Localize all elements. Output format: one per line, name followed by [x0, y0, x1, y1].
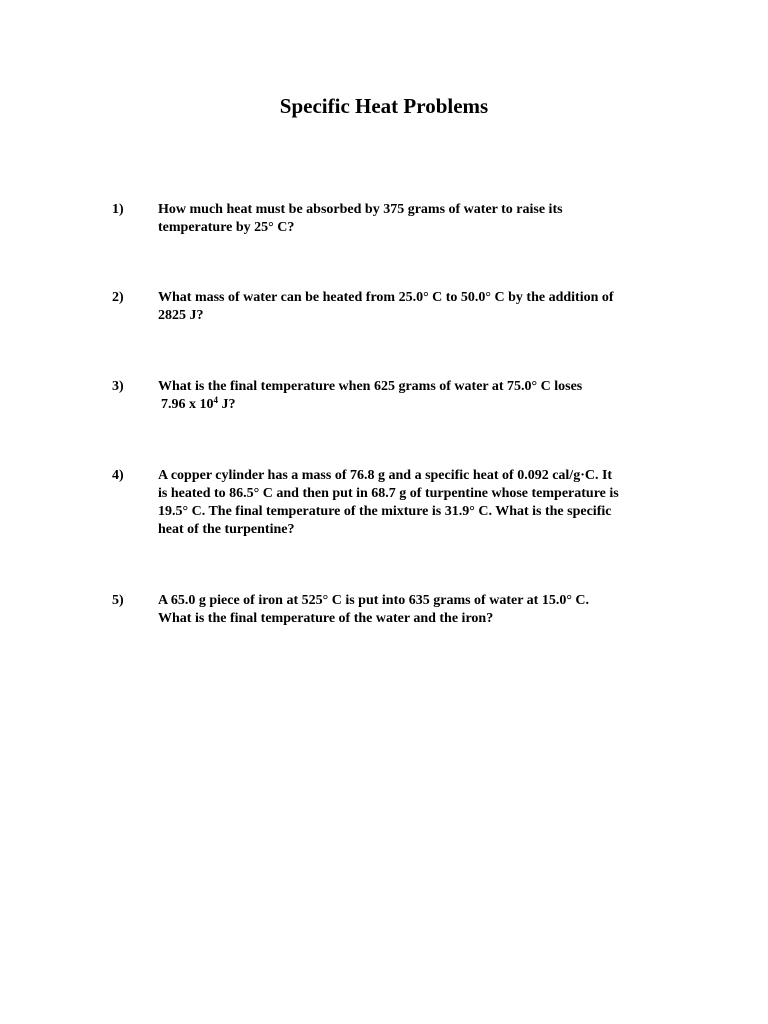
problem-line: 19.5° C. The final temperature of the mixture is 31.9° C. What is the specific: [158, 504, 612, 519]
problem-line: temperature by 25° C?: [158, 220, 295, 235]
problem-number: 1): [112, 202, 124, 217]
problem-line: How much heat must be absorbed by 375 grams of water to raise its: [158, 202, 563, 217]
problem-text: [158, 592, 658, 628]
page-title: Specific Heat Problems: [279, 94, 489, 118]
problem-line: 2825 J?: [158, 308, 204, 323]
problem-text: [158, 378, 658, 414]
problem-number: 5): [112, 593, 124, 608]
formula-base: 7.96 x 10: [161, 397, 214, 412]
problem-line: heat of the turpentine?: [158, 522, 295, 537]
problem-number: 4): [112, 468, 124, 483]
problem-line: What mass of water can be heated from 25.0° C to 50.0° C by the addition of: [158, 290, 614, 305]
formula-unit: J?: [218, 397, 236, 412]
problem-line: What is the final temperature of the water and the iron?: [158, 611, 494, 626]
problem-formula: [158, 396, 658, 414]
problem-number: 2): [112, 290, 124, 305]
problem-line: A 65.0 g piece of iron at 525° C is put into 635 grams of water at 15.0° C.: [158, 593, 590, 608]
problem-line: What is the final temperature when 625 grams of water at 75.0° C loses: [158, 379, 583, 394]
problem-number: 3): [112, 379, 124, 394]
problem-line: is heated to 86.5° C and then put in 68.7 g of turpentine whose temperature is: [158, 486, 619, 501]
problem-text: [158, 467, 658, 539]
problem-line: A copper cylinder has a mass of 76.8 g and a specific heat of 0.092 cal/g·C. It: [158, 468, 613, 483]
problem-text: [158, 289, 658, 325]
problem-text: [158, 201, 658, 237]
formula-exponent: 4: [213, 395, 218, 405]
